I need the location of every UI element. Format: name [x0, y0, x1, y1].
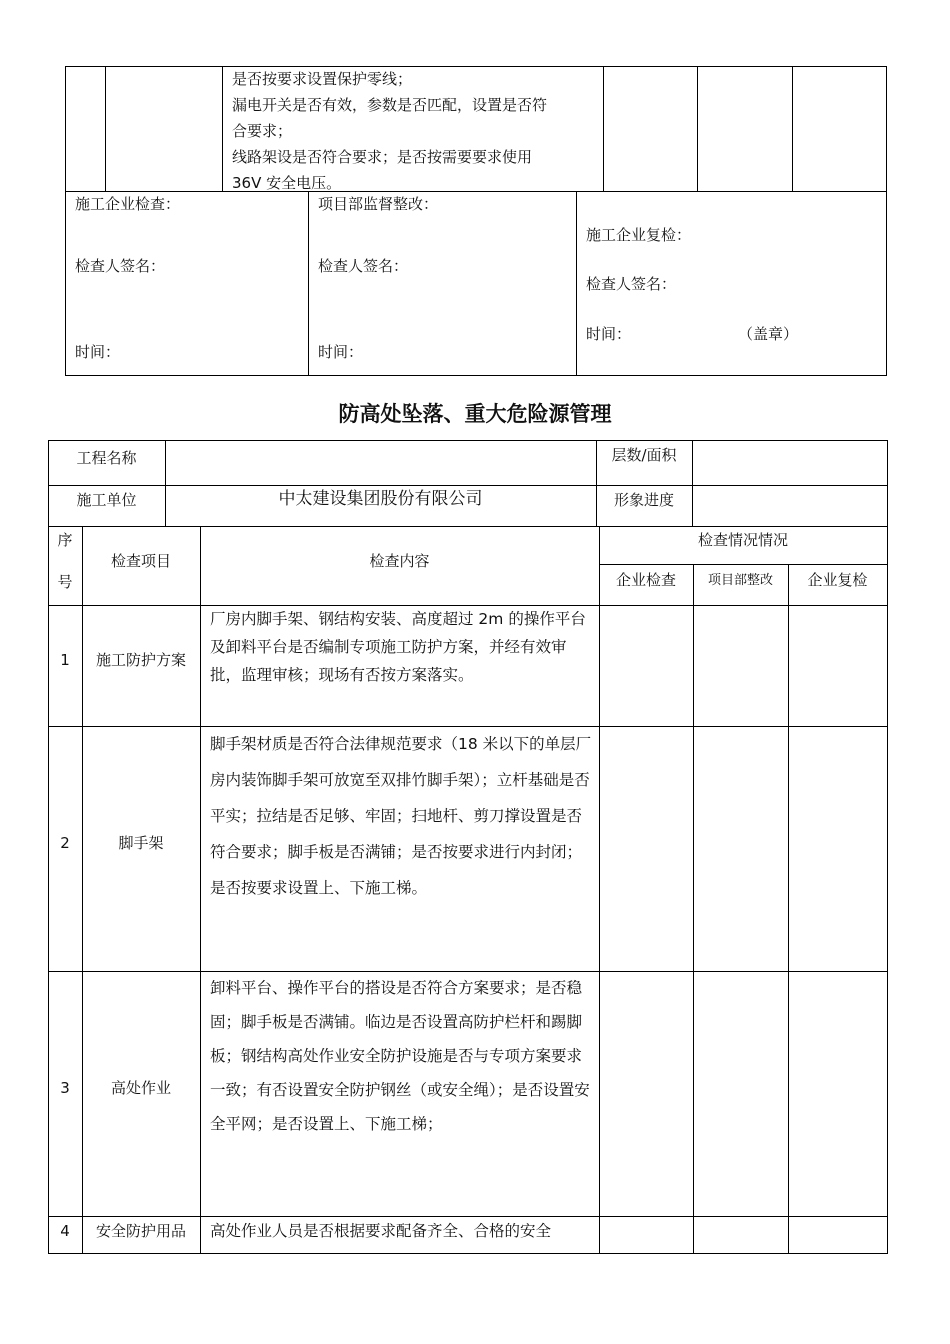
row-item: 高处作业	[110, 1079, 171, 1097]
header-content: 检查内容	[369, 552, 430, 570]
top-content-lines	[232, 66, 547, 196]
content-line: 是否按要求设置保护零线；	[232, 70, 413, 88]
header-seq-bottom: 号	[57, 573, 73, 591]
header-enterprise-recheck: 企业复检	[807, 571, 868, 589]
header-status: 检查情况情况	[697, 531, 788, 549]
time-label: 时间：	[318, 343, 364, 361]
content-line: 合要求；	[232, 122, 293, 140]
row-content: 卸料平台、操作平台的搭设是否符合方案要求；是否稳固；脚手板是否满铺。临边是否设置高防护栏杆和踢脚板；钢结构高处作业安全防护设施是否与专项方案要求一致；有否设置安全防护钢丝（或安全绳）；是否设置安全平网；是否设置上、下施工梯；	[210, 979, 590, 1133]
row-content: 脚手架材质是否符合法律规范要求（18 米以下的单层厂房内装饰脚手架可放宽至双排竹脚手架）；立杆基础是否平实；拉结是否足够、牢固；扫地杆、剪刀撑设置是否符合要求；脚手板是否满铺；是否按要求进行内封闭；是否按要求设置上、下施工梯。	[210, 735, 592, 897]
seal-label: （盖章）	[738, 325, 799, 343]
row-number: 1	[60, 651, 70, 669]
progress-label: 形象进度	[613, 491, 674, 509]
row-content: 厂房内脚手架、钢结构安装、高度超过 2m 的操作平台及卸料平台是否编制专项施工防护方案，并经有效审批，监理审核；现场有否按方案落实。	[210, 610, 586, 684]
header-enterprise-check: 企业检查	[615, 571, 676, 589]
row-item: 脚手架	[118, 834, 164, 852]
floors-area-label: 层数/面积	[611, 446, 677, 464]
content-line: 漏电开关是否有效，参数是否匹配，设置是否符	[232, 96, 548, 114]
signer-label: 检查人签名：	[75, 257, 166, 275]
project-supervise-label: 项目部监督整改：	[318, 195, 439, 213]
enterprise-check-label: 施工企业检查：	[75, 195, 181, 213]
enterprise-recheck-label: 施工企业复检：	[586, 226, 692, 244]
header-seq-top: 序	[57, 531, 73, 549]
project-name-label: 工程名称	[76, 449, 137, 467]
content-line: 36V 安全电压。	[232, 174, 342, 192]
contractor-value: 中太建设集团股份有限公司	[278, 489, 483, 509]
row-number: 2	[60, 834, 70, 852]
row-number: 3	[60, 1079, 70, 1097]
contractor-label: 施工单位	[76, 491, 137, 509]
row-item: 安全防护用品	[95, 1222, 186, 1240]
row-content: 高处作业人员是否根据要求配备齐全、合格的安全	[210, 1222, 552, 1240]
header-project-rectify: 项目部整改	[707, 573, 773, 588]
time-label: 时间：	[586, 325, 632, 343]
header-item: 检查项目	[110, 552, 171, 570]
time-label: 时间：	[75, 343, 121, 361]
row-item: 施工防护方案	[95, 651, 186, 669]
row-number: 4	[60, 1222, 70, 1240]
signer-label: 检查人签名：	[586, 275, 677, 293]
signer-label: 检查人签名：	[318, 257, 409, 275]
content-line: 线路架设是否符合要求；是否按需要要求使用	[232, 148, 533, 166]
section-title: 防高处坠落、重大危险源管理	[338, 401, 612, 426]
